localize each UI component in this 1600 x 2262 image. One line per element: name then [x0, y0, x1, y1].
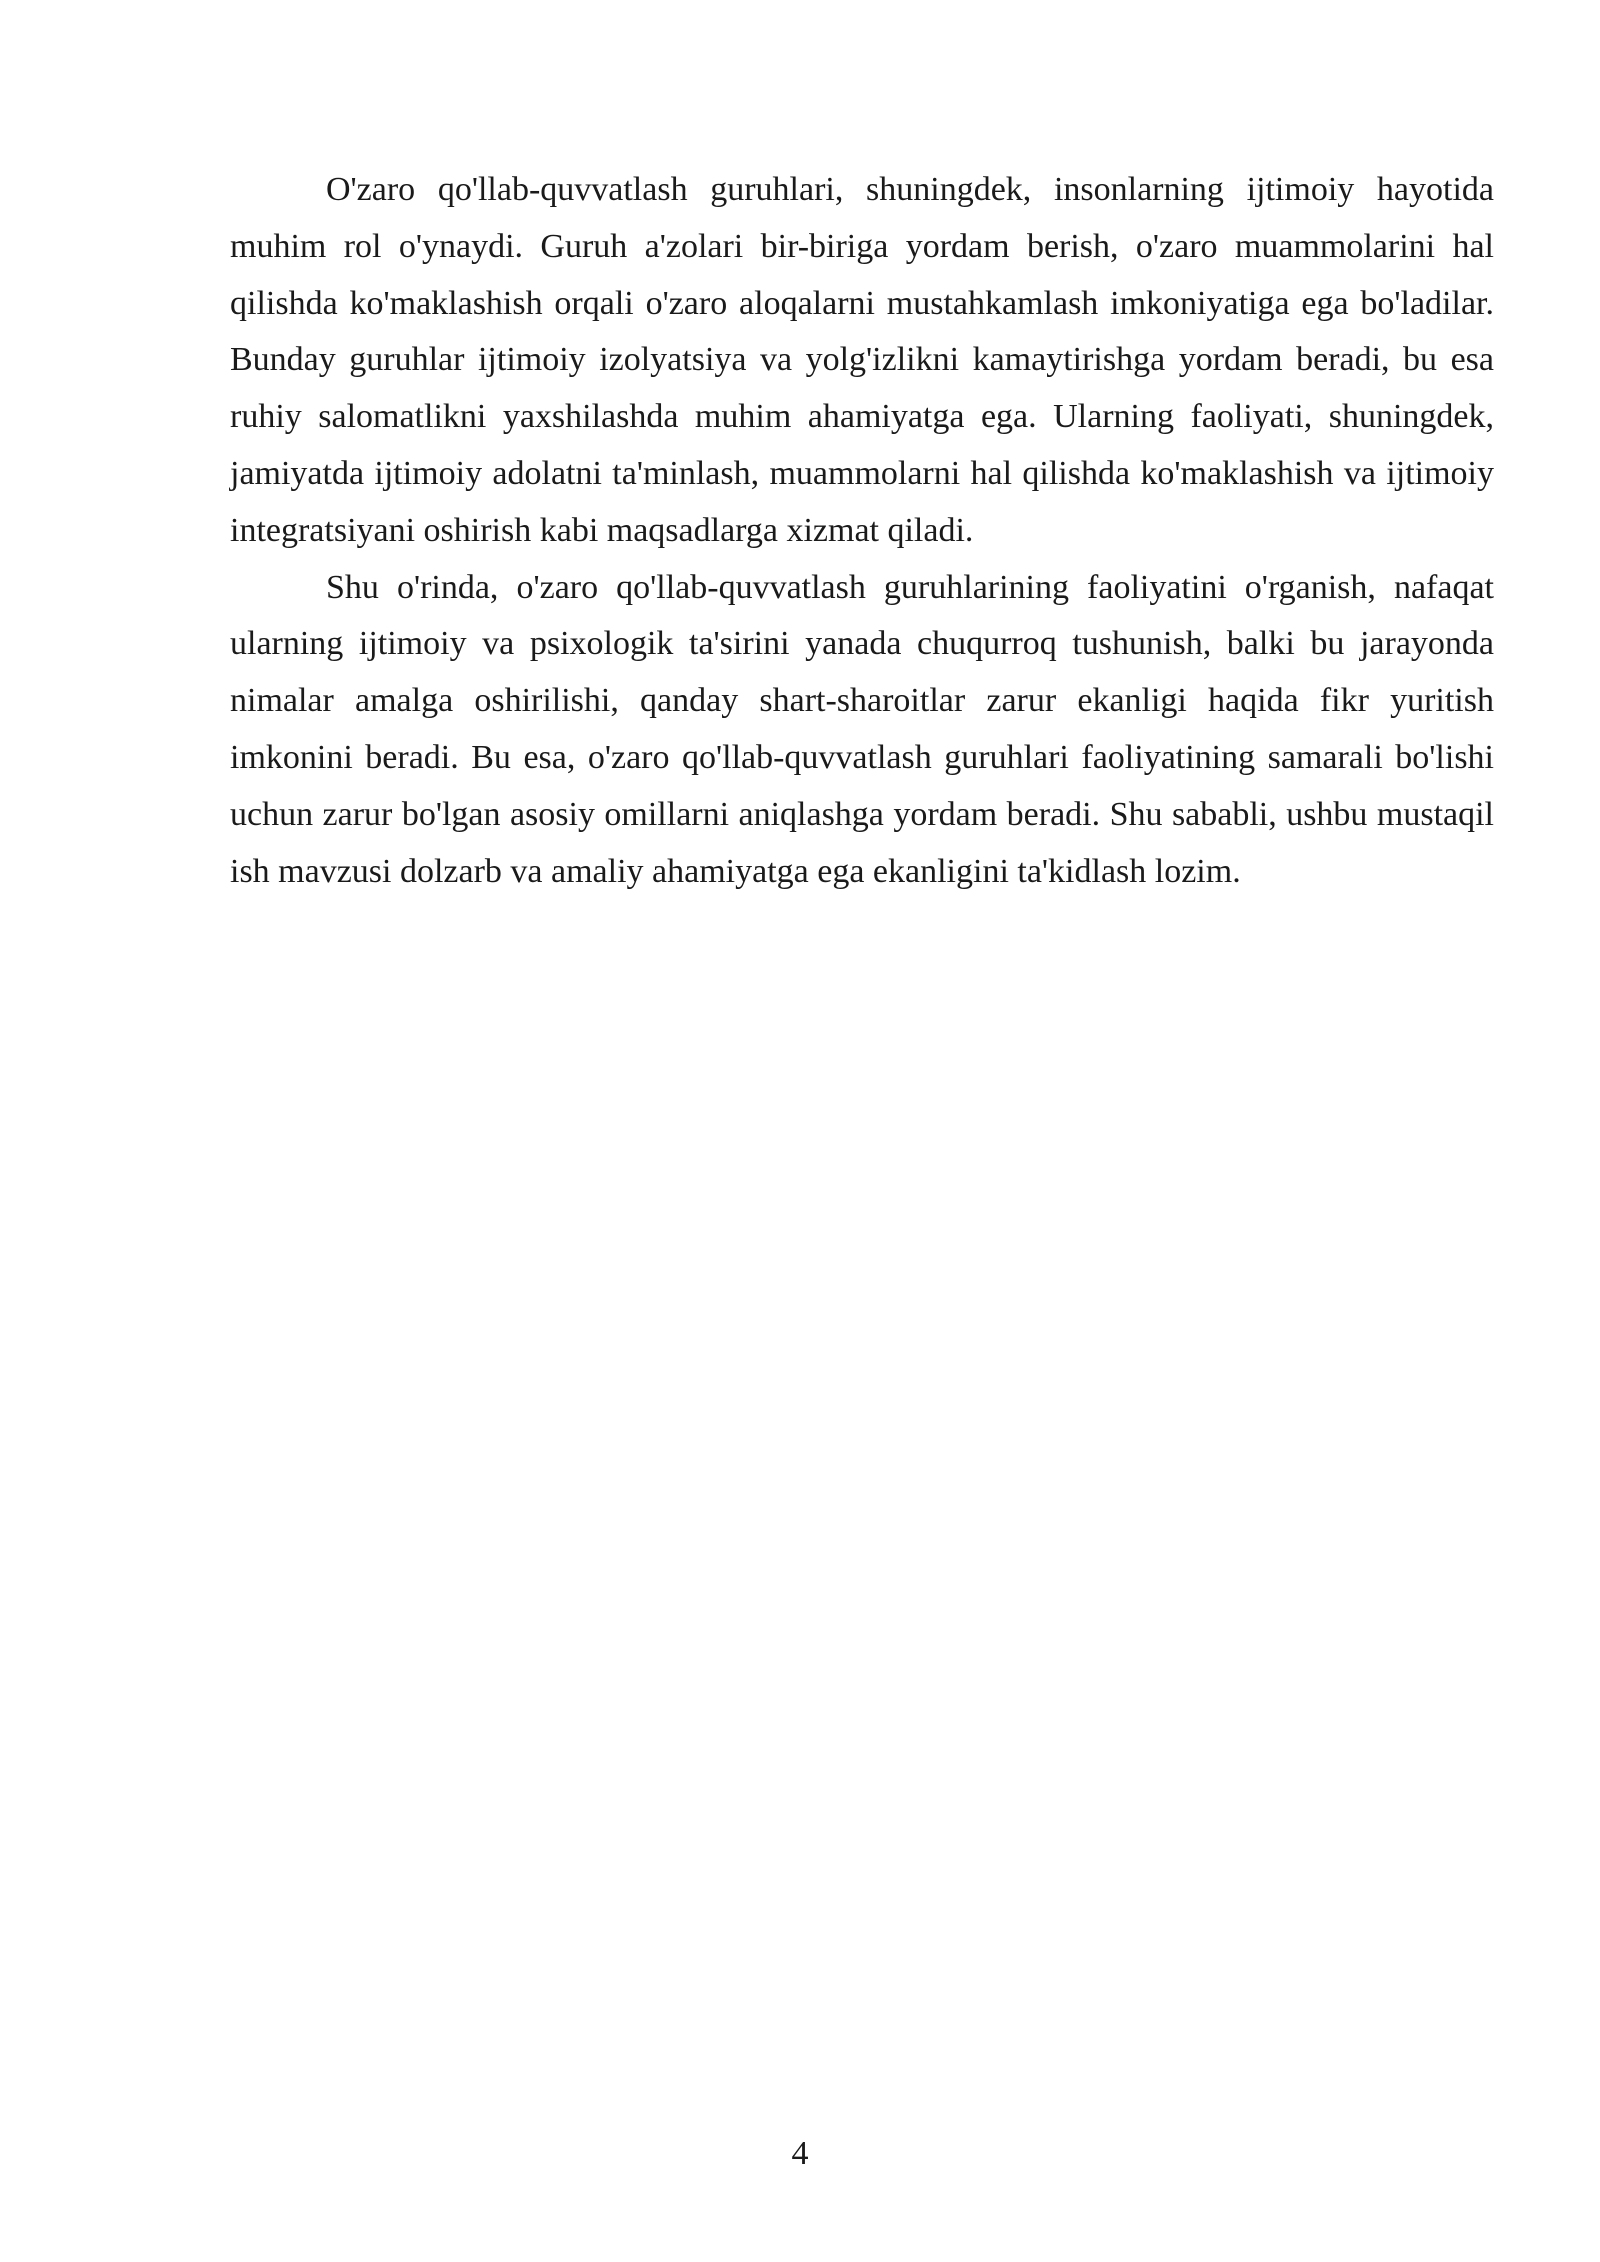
paragraph-2: Shu o'rinda, o'zaro qo'llab-quvvatlash guruhlarining faoliyatini o'rganish, nafaqat ularning ijtimoiy va psixologik ta'sirini yanada chuqurroq tushunish, balki bu jarayonda nimalar amalga oshirilishi, qanday shart-sharoitlar zarur ekanligi haqida fikr yuritish imkonini beradi. Bu esa, o'zaro qo'llab-quvvatlash guruhlari faoliyatining samarali bo'lishi uchun zarur bo'lgan asosiy omillarni aniqlashga yordam beradi. Shu sababli, ushbu mustaqil ish mavzusi dolzarb va amaliy ahamiyatga ega ekanligini ta'kidlash lozim. [230, 568, 1494, 890]
paragraph-1: O'zaro qo'llab-quvvatlash guruhlari, shuningdek, insonlarning ijtimoiy hayotida muhim rol o'ynaydi. Guruh a'zolari bir-biriga yordam berish, o'zaro muammolarini hal qilishda ko'maklashish orqali o'zaro aloqalarni mustahkamlash imkoniyatiga ega bo'ladilar. Bunday guruhlar ijtimoiy izolyatsiya va yolg'izlikni kamaytirishga yordam beradi, bu esa ruhiy salomatlikni yaxshilashda muhim ahamiyatga ega. Ularning faoliyati, shuningdek, jamiyatda ijtimoiy adolatni ta'minlash, muammolarni hal qilishda ko'maklashish va ijtimoiy integratsiyani oshirish kabi maqsadlarga xizmat qiladi. [230, 171, 1494, 549]
body-text [230, 162, 1494, 900]
page-number: 4 [791, 2135, 809, 2172]
